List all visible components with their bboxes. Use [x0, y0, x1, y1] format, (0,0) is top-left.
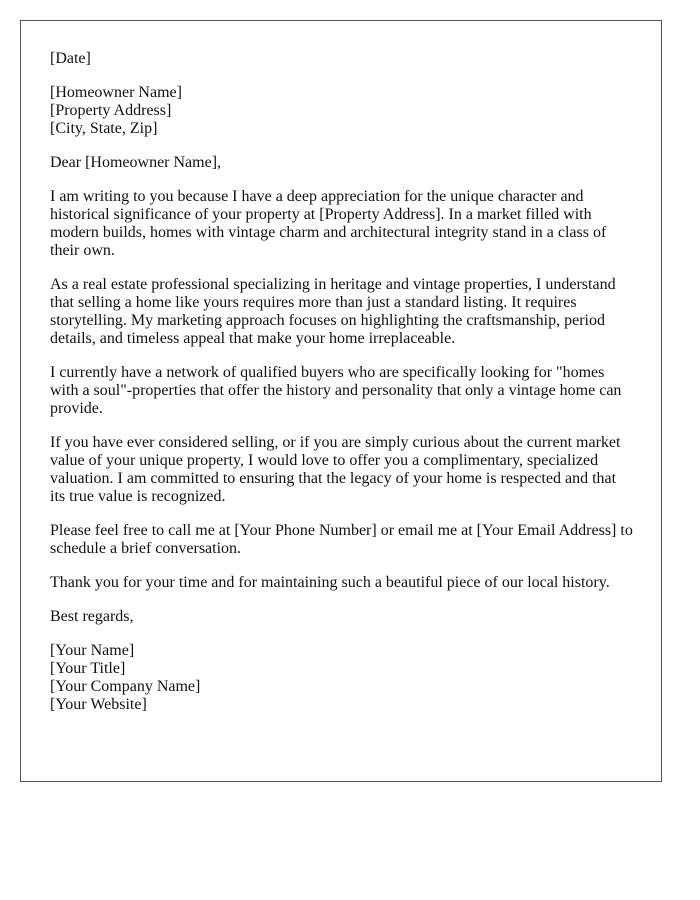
text-line: Best regards,	[50, 608, 134, 625]
text-line: Please feel free to call me at [Your Phone Number] or email me at [Your Email Address] to	[50, 522, 633, 539]
signature-block	[50, 642, 640, 714]
text-line: I am writing to you because I have a deep appreciation for the unique character and	[50, 188, 584, 205]
text-line: [Your Title]	[50, 660, 126, 677]
text-line: storytelling. My marketing approach focuses on highlighting the craftsmanship, period	[50, 312, 605, 329]
date-line	[50, 50, 640, 68]
text-line: I currently have a network of qualified buyers who are specifically looking for "homes	[50, 364, 605, 381]
text-line: historical significance of your property at [Property Address]. In a market filled with	[50, 206, 592, 223]
text-line: provide.	[50, 400, 103, 417]
closing	[50, 608, 640, 626]
paragraph-buyers	[50, 364, 640, 418]
text-line: [Your Website]	[50, 696, 147, 713]
paragraph-valuation	[50, 434, 640, 506]
text-line: modern builds, homes with vintage charm and architectural integrity stand in a class of	[50, 224, 607, 241]
text-line: that selling a home like yours requires more than just a standard listing. It requires	[50, 294, 577, 311]
text-line: its true value is recognized.	[50, 488, 226, 505]
text-line: [Homeowner Name]	[50, 84, 182, 101]
text-line: value of your unique property, I would love to offer you a complimentary, specialized	[50, 452, 599, 469]
text-line: [Your Company Name]	[50, 678, 201, 695]
paragraph-expertise	[50, 276, 640, 348]
letter-page	[20, 20, 662, 782]
paragraph-contact	[50, 522, 640, 558]
text-line: Thank you for your time and for maintaining such a beautiful piece of our local history.	[50, 574, 610, 591]
text-line: valuation. I am committed to ensuring that the legacy of your home is respected and that	[50, 470, 617, 487]
text-line: Dear [Homeowner Name],	[50, 154, 222, 171]
paragraph-thanks	[50, 574, 640, 592]
text-line: [Your Name]	[50, 642, 135, 659]
text-line: schedule a brief conversation.	[50, 540, 242, 557]
text-line: [Property Address]	[50, 102, 172, 119]
text-line: details, and timeless appeal that make your home irreplaceable.	[50, 330, 456, 347]
salutation	[50, 154, 640, 172]
paragraph-intro	[50, 188, 640, 260]
text-line: As a real estate professional specializing in heritage and vintage properties, I understand	[50, 276, 616, 293]
text-line: with a soul"-properties that offer the history and personality that only a vintage home can	[50, 382, 622, 399]
text-line: their own.	[50, 242, 115, 259]
text-line: [City, State, Zip]	[50, 120, 158, 137]
text-line: [Date]	[50, 50, 91, 67]
recipient-address	[50, 84, 640, 138]
text-line: If you have ever considered selling, or if you are simply curious about the current market	[50, 434, 621, 451]
letter-body	[50, 50, 640, 730]
